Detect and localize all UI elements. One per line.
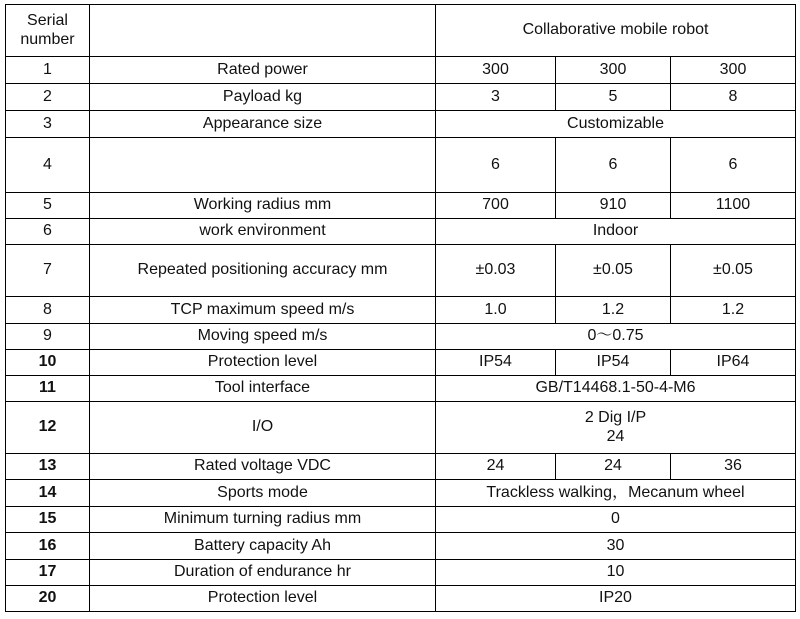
row-parameter: Tool interface — [90, 376, 436, 402]
table-row — [6, 57, 796, 84]
table-row — [6, 219, 796, 245]
row-parameter: Payload kg — [90, 84, 436, 111]
row-value: IP54 — [436, 350, 556, 376]
row-value: 24 — [436, 454, 556, 480]
row-number: 6 — [6, 219, 90, 245]
row-value: 1100 — [671, 193, 796, 219]
row-value: ±0.05 — [671, 245, 796, 297]
table-row — [6, 245, 796, 297]
row-number: 11 — [6, 376, 90, 402]
row-number: 17 — [6, 560, 90, 586]
row-value: 300 — [556, 57, 671, 84]
row-value: IP64 — [671, 350, 796, 376]
row-number: 15 — [6, 507, 90, 533]
row-value-merged: IP20 — [436, 586, 796, 612]
row-parameter: Protection level — [90, 586, 436, 612]
row-parameter: Working radius mm — [90, 193, 436, 219]
row-number: 9 — [6, 324, 90, 350]
row-parameter: TCP maximum speed m/s — [90, 297, 436, 324]
row-value: 300 — [436, 57, 556, 84]
row-value-merged: 30 — [436, 533, 796, 560]
serial-header-line1: Serial — [27, 12, 68, 30]
table-row — [6, 193, 796, 219]
row-value: 1.2 — [556, 297, 671, 324]
table-row — [6, 533, 796, 560]
table-row — [6, 350, 796, 376]
row-value: 6 — [556, 138, 671, 193]
row-value-merged: 0～0.75 — [436, 324, 796, 350]
table-row — [6, 111, 796, 138]
row-value: 8 — [671, 84, 796, 111]
header-row — [6, 5, 796, 57]
row-parameter: Repeated positioning accuracy mm — [90, 245, 436, 297]
row-value: 6 — [436, 138, 556, 193]
specification-table — [5, 4, 796, 612]
row-number: 16 — [6, 533, 90, 560]
table-row — [6, 480, 796, 507]
row-parameter: Moving speed m/s — [90, 324, 436, 350]
row-number: 5 — [6, 193, 90, 219]
row-value: 700 — [436, 193, 556, 219]
io-line1: 2 Dig I/P — [584, 409, 647, 427]
row-number: 3 — [6, 111, 90, 138]
io-line2: 24 — [606, 427, 625, 445]
table-row — [6, 84, 796, 111]
row-number: 14 — [6, 480, 90, 507]
row-value: IP54 — [556, 350, 671, 376]
row-value: 5 — [556, 84, 671, 111]
row-value: 1.2 — [671, 297, 796, 324]
table-row — [6, 454, 796, 480]
row-value: 1.0 — [436, 297, 556, 324]
row-value: 24 — [556, 454, 671, 480]
row-parameter: work environment — [90, 219, 436, 245]
row-number: 4 — [6, 138, 90, 193]
row-parameter: Minimum turning radius mm — [90, 507, 436, 533]
row-number: 2 — [6, 84, 90, 111]
table-row — [6, 402, 796, 454]
row-number: 8 — [6, 297, 90, 324]
row-value-merged: Customizable — [436, 111, 796, 138]
row-value: ±0.03 — [436, 245, 556, 297]
row-number: 1 — [6, 57, 90, 84]
table-row — [6, 586, 796, 612]
row-value-merged — [436, 402, 796, 454]
table-row — [6, 376, 796, 402]
row-parameter: I/O — [90, 402, 436, 454]
row-parameter: Appearance size — [90, 111, 436, 138]
table-row — [6, 138, 796, 193]
row-value-merged: Indoor — [436, 219, 796, 245]
row-value: ±0.05 — [556, 245, 671, 297]
row-value-merged: GB/T14468.1-50-4-M6 — [436, 376, 796, 402]
serial-number-header — [6, 5, 90, 57]
table-row — [6, 507, 796, 533]
table-row — [6, 560, 796, 586]
row-value-merged: Trackless walking，Mecanum wheel — [436, 480, 796, 507]
row-number: 10 — [6, 350, 90, 376]
parameter-header — [90, 5, 436, 57]
row-value: 300 — [671, 57, 796, 84]
serial-header-line2: number — [20, 30, 75, 48]
row-parameter: Sports mode — [90, 480, 436, 507]
row-parameter: Duration of endurance hr — [90, 560, 436, 586]
row-parameter — [90, 138, 436, 193]
table-row — [6, 324, 796, 350]
row-number: 7 — [6, 245, 90, 297]
product-header: Collaborative mobile robot — [436, 5, 796, 57]
row-value: 3 — [436, 84, 556, 111]
row-value-merged: 0 — [436, 507, 796, 533]
row-number: 20 — [6, 586, 90, 612]
row-value-merged: 10 — [436, 560, 796, 586]
row-parameter: Rated voltage VDC — [90, 454, 436, 480]
row-value: 36 — [671, 454, 796, 480]
row-value: 910 — [556, 193, 671, 219]
row-value: 6 — [671, 138, 796, 193]
row-parameter: Rated power — [90, 57, 436, 84]
row-parameter: Protection level — [90, 350, 436, 376]
row-number: 12 — [6, 402, 90, 454]
row-number: 13 — [6, 454, 90, 480]
row-parameter: Battery capacity Ah — [90, 533, 436, 560]
table-row — [6, 297, 796, 324]
